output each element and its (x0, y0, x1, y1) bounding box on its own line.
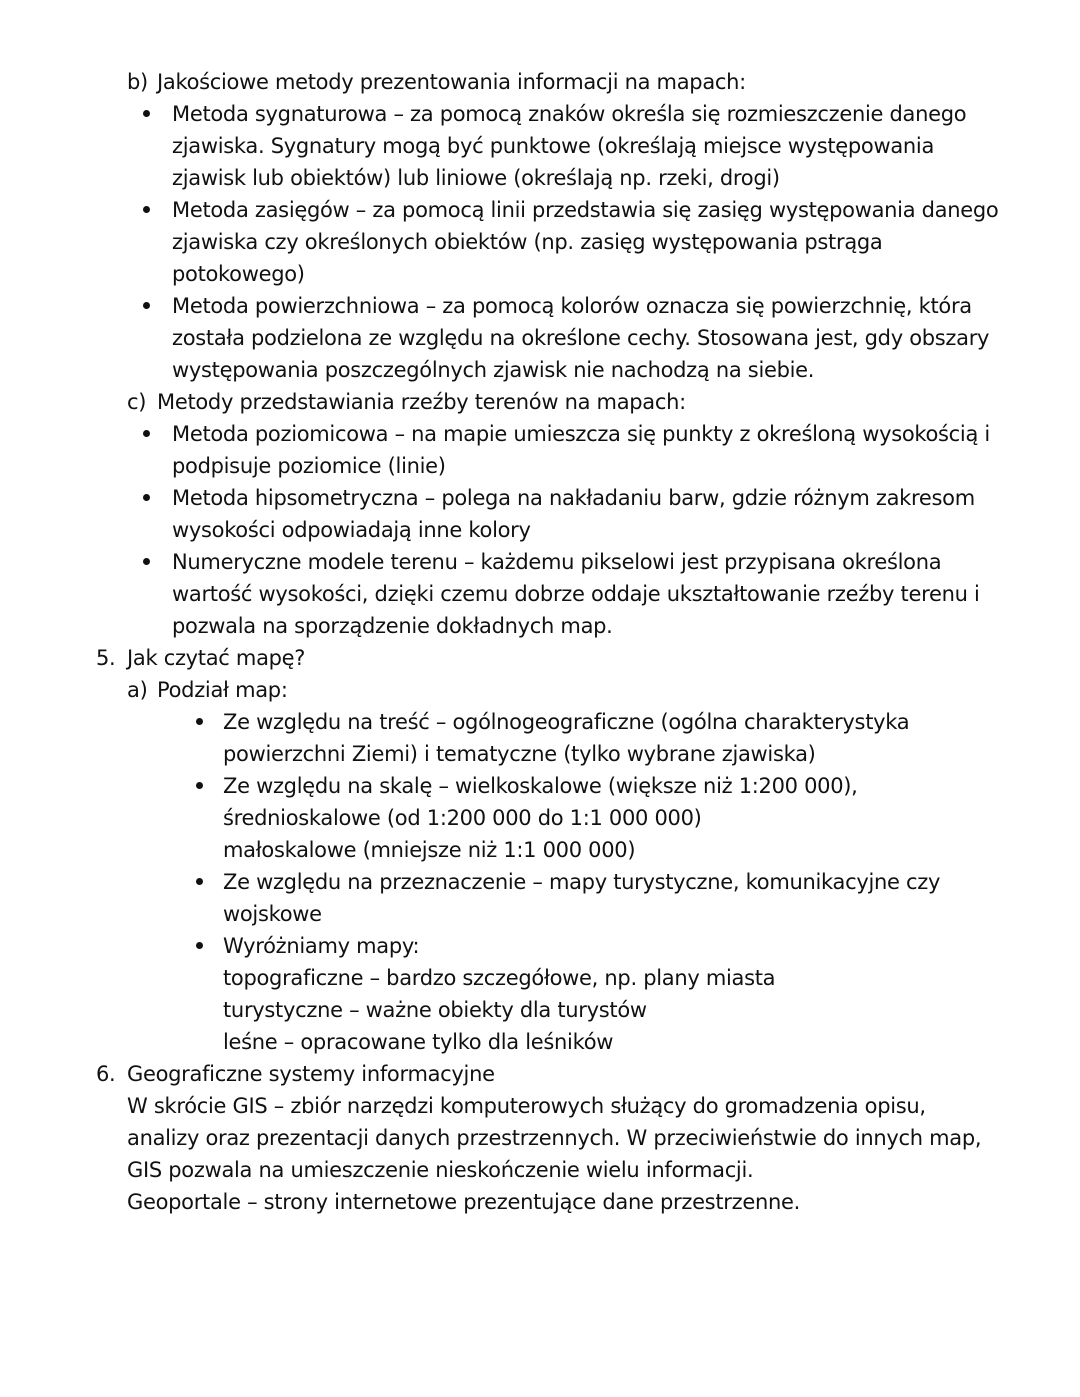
section-c-marker: c) (127, 390, 147, 414)
section-c-heading: Metody przedstawiania rzeźby terenów na mapach: (157, 390, 686, 414)
list-item-line: wartość wysokości, dzięki czemu dobrze oddaje ukształtowanie rzeźby terenu i (172, 582, 980, 606)
list-item-line: leśne – opracowane tylko dla leśników (223, 1030, 614, 1054)
list-item-line: Ze względu na skalę – wielkoskalowe (większe niż 1:200 000), (223, 774, 858, 798)
paragraph-line: Geoportale – strony internetowe prezentujące dane przestrzenne. (127, 1190, 800, 1214)
bullet-icon (143, 494, 150, 501)
bullet-icon (143, 430, 150, 437)
list-item-line: pozwala na sporządzenie dokładnych map. (172, 614, 613, 638)
list-item-line: została podzielona ze względu na określone cechy. Stosowana jest, gdy obszary (172, 326, 990, 350)
list-item-line: Metoda powierzchniowa – za pomocą kolorów oznacza się powierzchnię, która (172, 294, 972, 318)
bullet-icon (143, 558, 150, 565)
bullet-icon (143, 302, 150, 309)
bullet-icon (196, 782, 203, 789)
list-item-line: podpisuje poziomice (linie) (172, 454, 446, 478)
list-item-line: topograficzne – bardzo szczegółowe, np. plany miasta (223, 966, 776, 990)
list-item-line: turystyczne – ważne obiekty dla turystów (223, 998, 647, 1022)
list-item-line: małoskalowe (mniejsze niż 1:1 000 000) (223, 838, 636, 862)
list-item-line: zjawiska. Sygnatury mogą być punktowe (określają miejsce występowania (172, 134, 935, 158)
bullet-icon (143, 206, 150, 213)
list-item-line: Metoda poziomicowa – na mapie umieszcza się punkty z określoną wysokością i (172, 422, 990, 446)
list-item-line: powierzchni Ziemi) i tematyczne (tylko wybrane zjawiska) (223, 742, 816, 766)
list-item-line: Metoda sygnaturowa – za pomocą znaków określa się rozmieszczenie danego (172, 102, 967, 126)
list-item-line: Numeryczne modele terenu – każdemu pikselowi jest przypisana określona (172, 550, 942, 574)
list-item-line: średnioskalowe (od 1:200 000 do 1:1 000 000) (223, 806, 702, 830)
list-item-line: zjawiska czy określonych obiektów (np. zasięg występowania pstrąga (172, 230, 883, 254)
bullet-icon (143, 110, 150, 117)
list-item-line: Wyróżniamy mapy: (223, 934, 420, 958)
list-item-line: Metoda hipsometryczna – polega na nakładaniu barw, gdzie różnym zakresom (172, 486, 975, 510)
list-item-line: Metoda zasięgów – za pomocą linii przedstawia się zasięg występowania danego (172, 198, 999, 222)
section-5-number: 5. (96, 646, 116, 670)
list-item-line: potokowego) (172, 262, 305, 286)
bullet-icon (196, 878, 203, 885)
section-b-marker: b) (127, 70, 148, 94)
paragraph-line: GIS pozwala na umieszczenie nieskończenie wielu informacji. (127, 1158, 754, 1182)
section-5a-marker: a) (127, 678, 148, 702)
bullet-icon (196, 718, 203, 725)
list-item-line: zjawisk lub obiektów) lub liniowe (określają np. rzeki, drogi) (172, 166, 780, 190)
list-item-line: Ze względu na przeznaczenie – mapy turystyczne, komunikacyjne czy (223, 870, 941, 894)
paragraph-line: W skrócie GIS – zbiór narzędzi komputerowych służący do gromadzenia opisu, (127, 1094, 926, 1118)
list-item-line: wysokości odpowiadają inne kolory (172, 518, 531, 542)
list-item-line: Ze względu na treść – ogólnogeograficzne (ogólna charakterystyka (223, 710, 910, 734)
paragraph-line: analizy oraz prezentacji danych przestrzennych. W przeciwieństwie do innych map, (127, 1126, 982, 1150)
section-b-heading: Jakościowe metody prezentowania informacji na mapach: (157, 70, 746, 94)
section-6-number: 6. (96, 1062, 116, 1086)
list-item-line: występowania poszczególnych zjawisk nie nachodzą na siebie. (172, 358, 815, 382)
section-5a-heading: Podział map: (157, 678, 288, 702)
section-6-heading: Geograficzne systemy informacyjne (127, 1062, 495, 1086)
bullet-icon (196, 942, 203, 949)
list-item-line: wojskowe (223, 902, 322, 926)
section-5-heading: Jak czytać mapę? (127, 646, 306, 670)
